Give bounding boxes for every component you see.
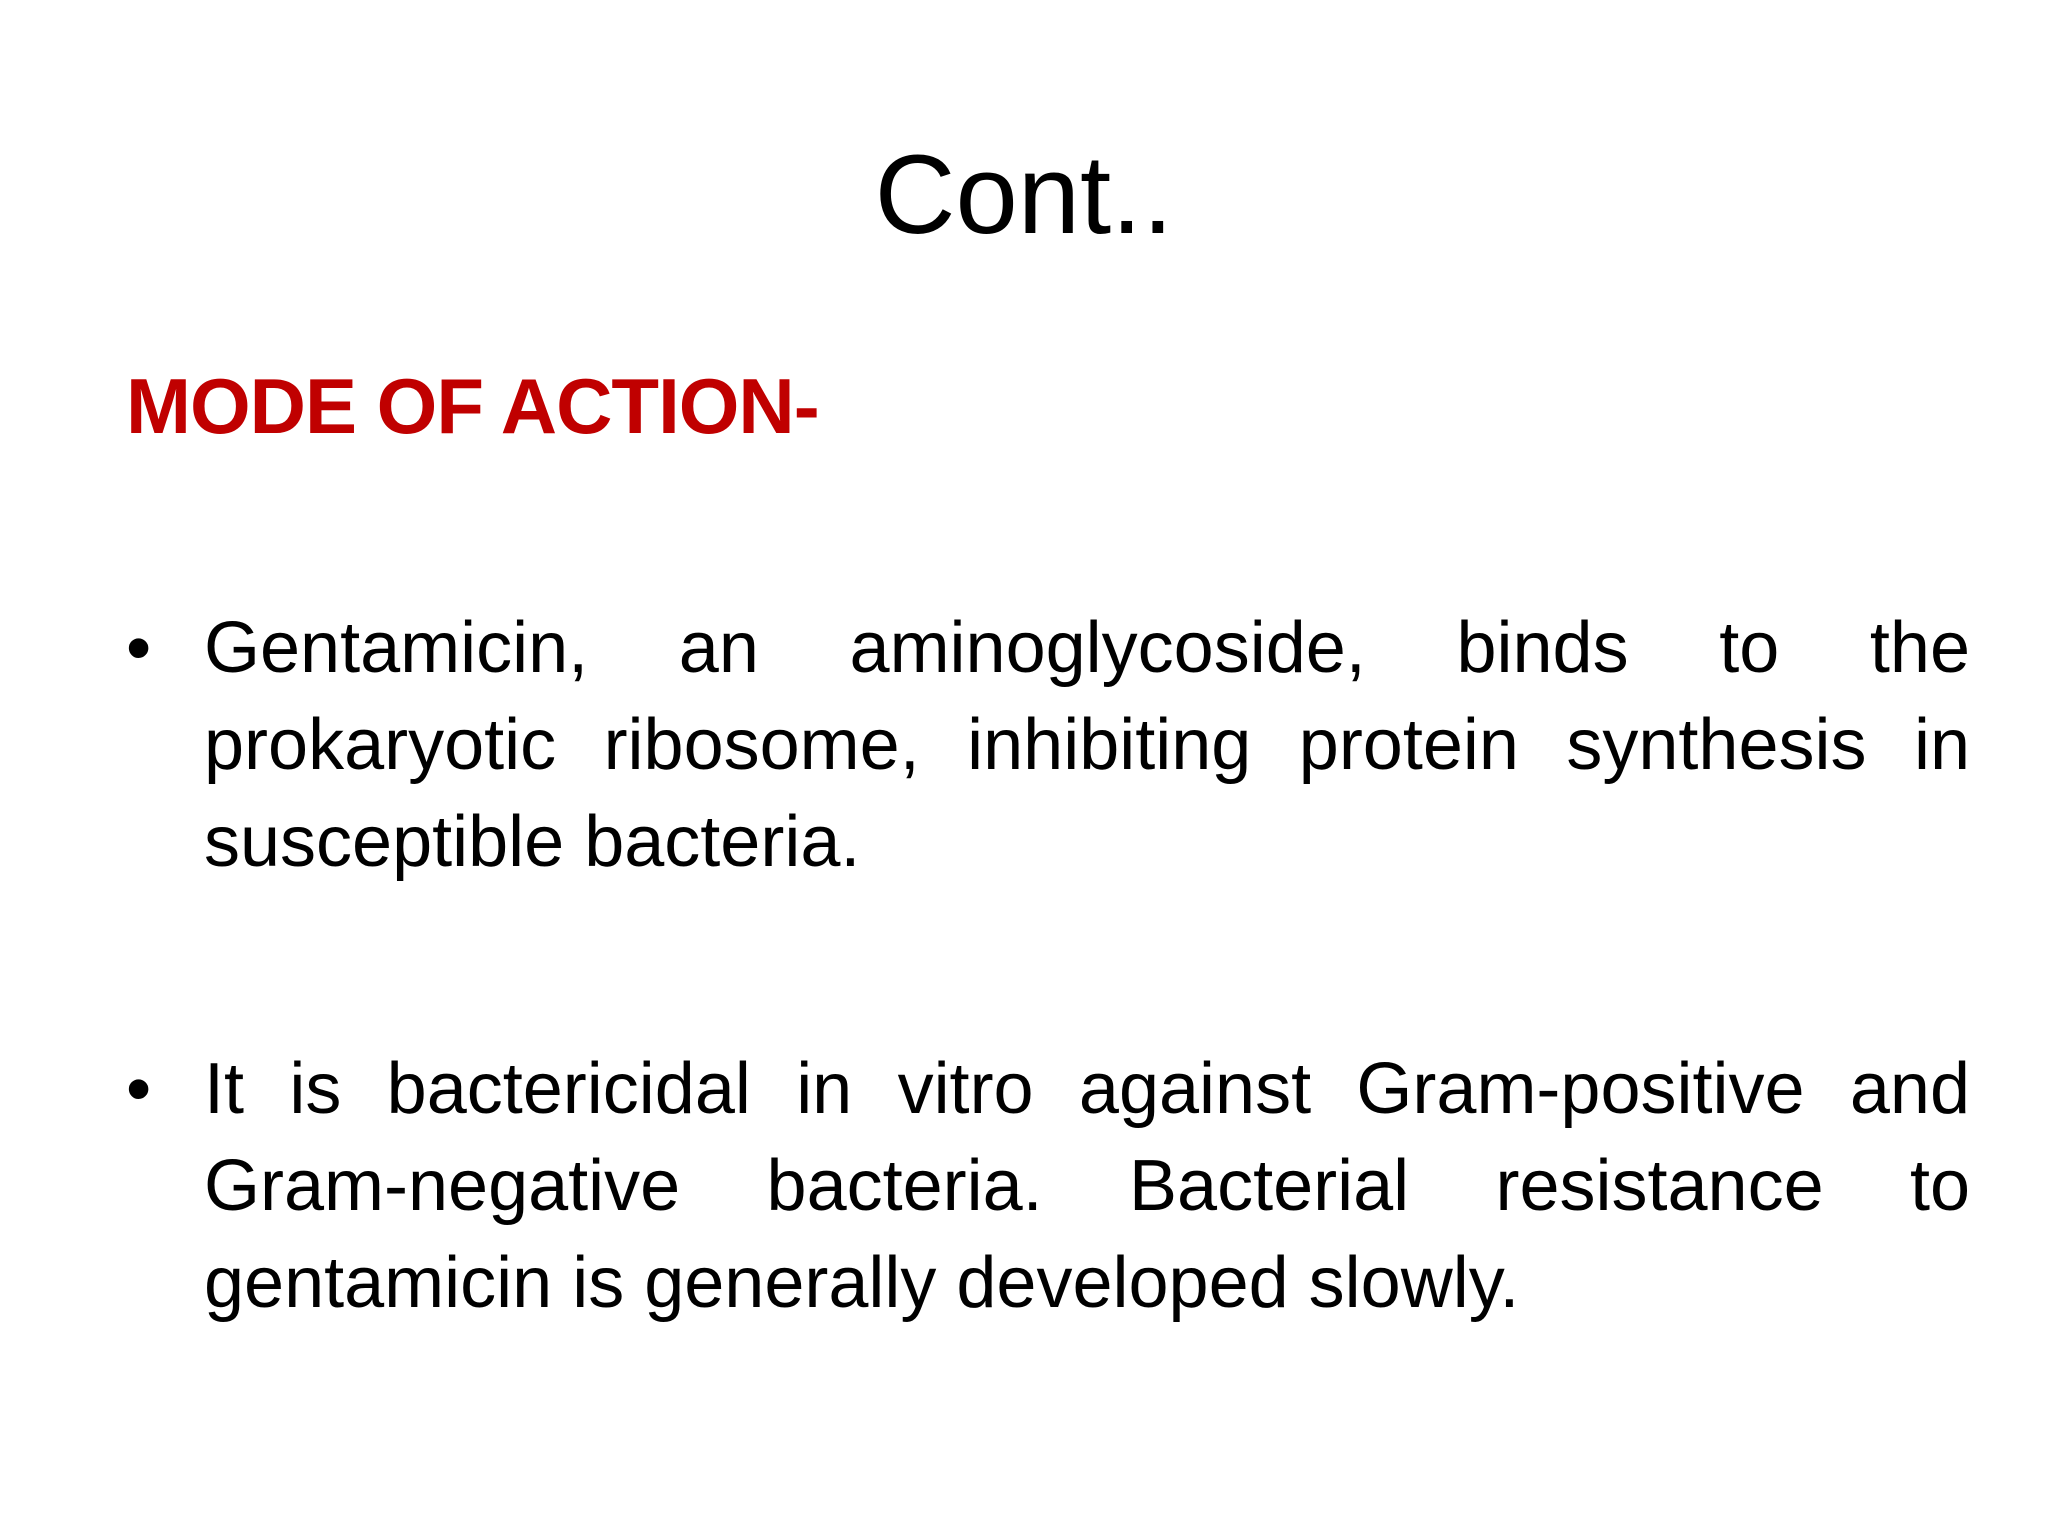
bullet-list bbox=[126, 600, 1970, 1332]
bullet-text-1: Gentamicin, an aminoglycoside, binds to the prokaryotic ribosome, inhibiting protein synthesis in susceptible bacteria. bbox=[204, 608, 1970, 882]
bullet-item-1 bbox=[126, 600, 1970, 891]
section-heading: MODE OF ACTION- bbox=[126, 362, 819, 450]
slide-title: Cont.. bbox=[874, 132, 1174, 257]
bullet-item-2 bbox=[126, 1041, 1970, 1332]
bullet-icon: • bbox=[126, 1049, 152, 1129]
bullet-icon: • bbox=[126, 608, 152, 688]
bullet-text-2: It is bactericidal in vitro against Gram-positive and Gram-negative bacteria. Bacterial resistance to gentamicin is generally developed slowly. bbox=[204, 1049, 1970, 1323]
